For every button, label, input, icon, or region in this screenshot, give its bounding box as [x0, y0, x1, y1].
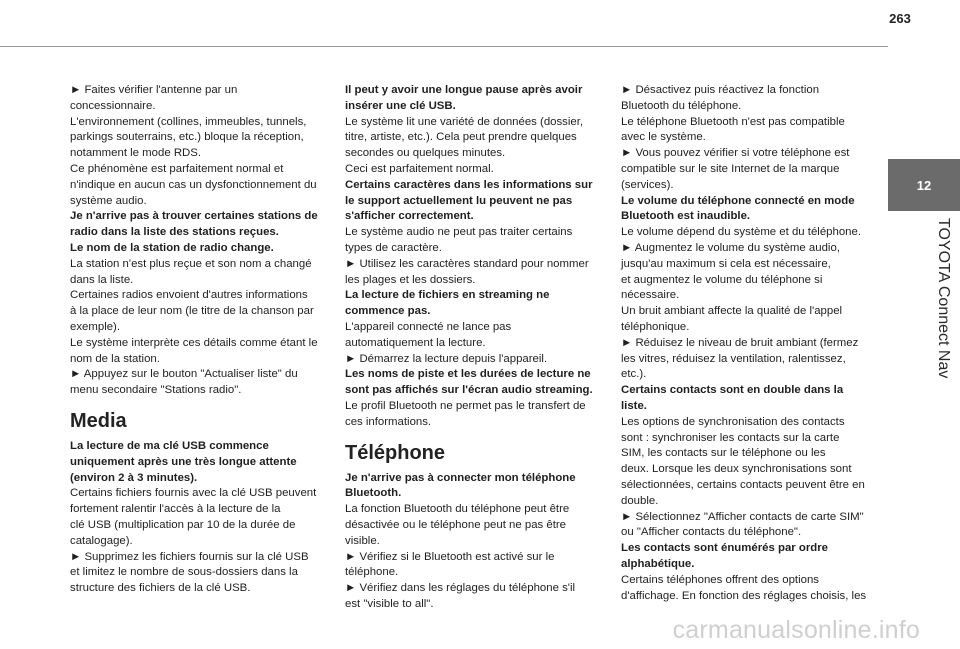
body-paragraph: ► Désactivez puis réactivez la fonction Bluetooth du téléphone. Le téléphone Bluetooth n'est pas compatible avec le système. ► Vous pouvez vérifier si votre téléphone est compatible sur le site Internet de la marque (services). — [621, 84, 850, 191]
column-left — [70, 83, 338, 597]
question-heading: Les noms de piste et les durées de lecture ne sont pas affichés sur l'écran audio streaming. — [345, 368, 593, 397]
question-heading: Il peut y avoir une longue pause après avoir insérer une clé USB. — [345, 84, 583, 112]
question-heading: La lecture de fichiers en streaming ne commence pas. — [345, 289, 550, 318]
section-heading: Media — [70, 409, 127, 432]
body-paragraph: La fonction Bluetooth du téléphone peut être désactivée ou le téléphone peut ne pas être visible. ► Vérifiez si le Bluetooth est activé sur le téléphone. ► Vérifiez dans les réglages du téléphone s'il est "visible to all". — [345, 503, 576, 610]
body-paragraph: Le volume dépend du système et du téléphone. ► Augmentez le volume du système audio, jusqu'au maximum si cela est nécessaire, et augmentez le volume du téléphone si nécessaire. Un bruit ambiant affecte la qualité de l'appel téléphonique. ► Réduisez le niveau de bruit ambiant (fermez les vitres, réduisez la ventilation, ralentissez, etc.). — [621, 226, 862, 381]
question-heading: Je n'arrive pas à connecter mon téléphone Bluetooth. — [345, 471, 576, 500]
question-heading: Certains caractères dans les informations sur le support actuellement lu peuvent ne pas s'afficher correctement. — [345, 178, 593, 223]
question-heading: Les contacts sont énumérés par ordre alphabétique. — [621, 542, 828, 570]
body-paragraph: Certains téléphones offrent des options d'affichage. En fonction des réglages choisis, les — [621, 573, 867, 602]
body-paragraph: Certains fichiers fournis avec la clé USB peuvent fortement ralentir l'accès à la lecture de la clé USB (multiplication par 10 de la durée de catalogage). ► Supprimez les fichiers fournis sur la clé USB et limitez le nombre de sous-dossiers dans la structure des fichiers de la clé USB. — [70, 487, 317, 595]
column-middle — [345, 83, 613, 613]
question-heading: Certains contacts sont en double dans la liste. — [621, 384, 844, 412]
question-heading: Le volume du téléphone connecté en mode Bluetooth est inaudible. — [621, 194, 855, 223]
body-paragraph: Le système lit une variété de données (dossier, titre, artiste, etc.). Cela peut prendre quelques secondes ou quelques minutes. Ceci est parfaitement normal. — [345, 115, 584, 175]
body-paragraph: ► Faites vérifier l'antenne par un concessionnaire. L'environnement (collines, immeubles, tunnels, parkings souterrains, etc.) bloque la réception, notamment le mode RDS. Ce phénomène est parfaitement normal et n'indique en aucun cas un dysfonctionnement du système audio. — [70, 84, 317, 207]
section-heading: Téléphone — [345, 441, 446, 464]
body-paragraph: L'appareil connecté ne lance pas automatiquement la lecture. ► Démarrez la lecture depuis l'appareil. — [345, 320, 548, 365]
body-paragraph: La station n'est plus reçue et son nom a changé dans la liste. Certaines radios envoient d'autres informations à la place de leur nom (le titre de la chanson par exemple). Le système interprète ces détails comme étant le nom de la station. ► Appuyez sur le bouton "Actualiser liste" du menu secondaire "Stations radio". — [70, 257, 318, 397]
body-paragraph: Le profil Bluetooth ne permet pas le transfert de ces informations. — [345, 399, 586, 428]
chapter-tab[interactable]: 12 — [888, 159, 960, 211]
question-heading: La lecture de ma clé USB commence uniquement après une très longue attente (environ 2 à 3 minutes). — [70, 439, 297, 484]
column-right — [621, 83, 889, 604]
page-number: 263 — [889, 11, 911, 26]
body-paragraph: Le système audio ne peut pas traiter certains types de caractère. ► Utilisez les caractères standard pour nommer les plages et les dossiers. — [345, 226, 589, 286]
body-paragraph: Les options de synchronisation des contacts sont : synchroniser les contacts sur la carte SIM, les contacts sur le téléphone ou les deux. Lorsque les deux synchronisations sont sélectionnées, certains contacts peuvent être en double. ► Sélectionnez "Afficher contacts de carte SIM" ou "Afficher contacts du téléphone". — [621, 415, 865, 539]
watermark: carmanualsonline.info — [672, 616, 920, 644]
question-heading: Je n'arrive pas à trouver certaines stations de radio dans la liste des stations reçues. Le nom de la station de radio change. — [70, 210, 318, 254]
chapter-title: TOYOTA Connect Nav — [935, 218, 952, 379]
top-divider — [0, 46, 888, 47]
